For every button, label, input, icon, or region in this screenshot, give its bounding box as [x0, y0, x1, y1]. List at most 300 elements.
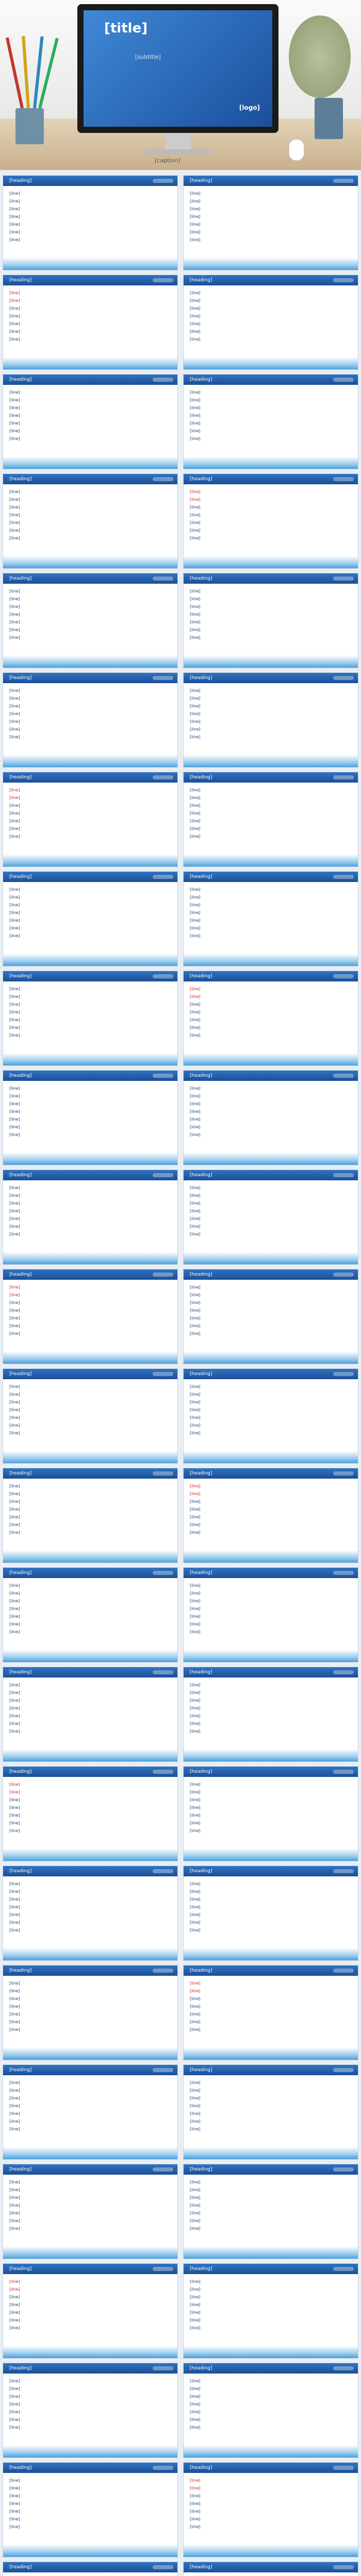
slide-wave [184, 954, 358, 966]
slide-body [184, 1180, 358, 1243]
slide-line: [line] [190, 2119, 201, 2124]
slide-line: [line] [9, 2004, 20, 2009]
slide-11 [3, 672, 178, 768]
slide-line: [line] [9, 2318, 20, 2323]
slide-body [184, 1777, 358, 1839]
slide-line: [line] [190, 1010, 201, 1014]
slide-header: [heading] [184, 1767, 358, 1777]
slide-line: [line] [9, 2020, 20, 2024]
slide-24 [183, 1269, 358, 1364]
slide-wave [184, 1550, 358, 1563]
slide-line: [line] [190, 1530, 201, 1535]
slide-line: [line] [190, 1002, 201, 1007]
slide-body [3, 783, 177, 845]
slide-line: [line] [190, 2410, 201, 2414]
slide-header: [heading] [184, 1667, 358, 1677]
slide-line: [line] [9, 1400, 20, 1404]
slide-line: [line] [9, 520, 20, 525]
slide-line: [line] [9, 1018, 20, 1022]
slide-line: [line] [190, 604, 201, 609]
slide-header: [heading] [184, 673, 358, 683]
slide-line: [line] [9, 199, 20, 204]
slide-line: [line] [190, 314, 201, 318]
cover-caption: [caption] [155, 157, 180, 164]
slide-32 [183, 1667, 358, 1762]
slide-43 [3, 2263, 178, 2359]
slide-line: [line] [190, 398, 201, 402]
slide-line: [line] [9, 1010, 20, 1014]
slide-line: [line] [9, 1408, 20, 1412]
slide-line: [line] [190, 1683, 201, 1687]
slide-line: [line] [9, 704, 20, 708]
slide-line: [line] [190, 910, 201, 915]
slide-line: [line] [190, 819, 201, 823]
slide-line: [line] [9, 2501, 20, 2506]
slide-body [3, 2572, 177, 2576]
slide-line: [line] [9, 2386, 20, 2391]
slide-line: [line] [190, 1316, 201, 1320]
slide-line: [line] [190, 337, 201, 342]
slide-line: [line] [9, 2211, 20, 2215]
cover-image [0, 0, 361, 170]
slide-wave [3, 1053, 177, 1065]
slide-line: [line] [190, 1782, 201, 1787]
slide-body [3, 2374, 177, 2436]
slide-header: [heading] [3, 2065, 177, 2075]
slide-line: [line] [190, 214, 201, 219]
slide-line: [line] [190, 926, 201, 930]
slide-line: [line] [190, 1025, 201, 1030]
slide-line: [line] [9, 1530, 20, 1535]
slide-line: [line] [9, 1431, 20, 1435]
slide-line: [line] [9, 405, 20, 410]
slide-line: [line] [9, 2180, 20, 2184]
slide-line: [line] [9, 390, 20, 395]
slide-body [3, 186, 177, 248]
slide-line: [line] [190, 1790, 201, 1794]
slide-28 [183, 1468, 358, 1563]
slide-line: [line] [9, 628, 20, 632]
slide-line: [line] [9, 2295, 20, 2299]
slide-line: [line] [190, 1232, 201, 1236]
slide-line: [line] [190, 1400, 201, 1404]
slide-body [3, 1976, 177, 2038]
slide-20 [183, 1070, 358, 1165]
slide-line: [line] [190, 1209, 201, 1213]
slide-line: [line] [9, 926, 20, 930]
slide-line: [line] [190, 222, 201, 227]
slide-wave [184, 2246, 358, 2259]
cover-subtitle: [subtitle] [135, 54, 161, 60]
slide-line: [line] [190, 489, 201, 494]
slide-line: [line] [9, 230, 20, 234]
slide-line: [line] [190, 2027, 201, 2032]
slide-line: [line] [9, 1101, 20, 1106]
slide-line: [line] [9, 826, 20, 831]
slide-line: [line] [9, 1232, 20, 1236]
slide-line: [line] [9, 2218, 20, 2223]
slide-line: [line] [9, 2096, 20, 2100]
slide-41 [3, 2164, 178, 2259]
slide-line: [line] [190, 1086, 201, 1091]
slide-14 [183, 772, 358, 867]
slide-line: [line] [9, 2188, 20, 2192]
slide-line: [line] [190, 2012, 201, 2016]
slide-header: [heading] [3, 2264, 177, 2274]
slide-line: [line] [190, 1882, 201, 1886]
slide-header: [heading] [3, 772, 177, 783]
slide-line: [line] [9, 2425, 20, 2430]
slide-31 [3, 1667, 178, 1762]
slide-line: [line] [190, 207, 201, 211]
slide-line: [line] [190, 1185, 201, 1190]
slide-header: [heading] [3, 971, 177, 981]
slide-line: [line] [9, 1415, 20, 1420]
slide-body [184, 385, 358, 447]
monitor-screen [84, 10, 272, 127]
slide-line: [line] [9, 903, 20, 907]
slide-line: [line] [190, 1706, 201, 1710]
slide-wave [3, 755, 177, 767]
slide-line: [line] [190, 2318, 201, 2323]
slide-line: [line] [9, 2494, 20, 2498]
slide-2 [183, 175, 358, 270]
slide-line: [line] [9, 1882, 20, 1886]
slide-line: [line] [9, 711, 20, 716]
slide-line: [line] [190, 2386, 201, 2391]
slide-wave [184, 1650, 358, 1662]
slide-line: [line] [9, 1132, 20, 1137]
slide-header: [heading] [3, 2463, 177, 2473]
slide-line: [line] [9, 1507, 20, 1512]
slide-wave [184, 258, 358, 270]
slide-36 [183, 1866, 358, 1961]
slide-line: [line] [190, 1813, 201, 1818]
slide-line: [line] [9, 819, 20, 823]
slide-line: [line] [9, 413, 20, 418]
slide-header: [heading] [3, 2164, 177, 2175]
slide-line: [line] [190, 2211, 201, 2215]
slide-line: [line] [190, 1392, 201, 1397]
slide-line: [line] [9, 1522, 20, 1527]
slide-line: [line] [9, 1094, 20, 1098]
slide-line: [line] [190, 2127, 201, 2131]
slide-line: [line] [9, 1125, 20, 1129]
slide-line: [line] [190, 895, 201, 900]
slide-line: [line] [190, 2295, 201, 2299]
slide-wave [184, 2545, 358, 2557]
slide-line: [line] [9, 887, 20, 892]
slide-header: [heading] [184, 2065, 358, 2075]
slide-body [184, 882, 358, 944]
slide-body [3, 285, 177, 348]
slide-line: [line] [190, 1614, 201, 1619]
slide-header: [heading] [3, 2363, 177, 2374]
slide-line: [line] [190, 1415, 201, 1420]
slide-line: [line] [9, 2279, 20, 2284]
slide-50 [183, 2562, 358, 2576]
slide-header: [heading] [184, 1468, 358, 1479]
slide-line: [line] [190, 2218, 201, 2223]
slide-line: [line] [190, 1606, 201, 1611]
slide-header: [heading] [3, 176, 177, 186]
slide-7 [3, 473, 178, 569]
slide-wave [3, 1351, 177, 1364]
slide-line: [line] [9, 1002, 20, 1007]
slide-line: [line] [190, 306, 201, 311]
slide-line: [line] [190, 688, 201, 693]
slide-line: [line] [190, 1690, 201, 1695]
slide-line: [line] [190, 934, 201, 938]
slide-line: [line] [9, 1729, 20, 1734]
slide-line: [line] [190, 1599, 201, 1603]
slide-line: [line] [9, 1821, 20, 1825]
slide-line: [line] [190, 1522, 201, 1527]
slide-line: [line] [190, 1996, 201, 2001]
slide-line: [line] [190, 1630, 201, 1634]
slide-body [3, 584, 177, 646]
cover-logo: [logo] [239, 104, 260, 111]
slide-3 [3, 275, 178, 370]
slide-body [3, 1280, 177, 1342]
slide-header: [heading] [3, 1170, 177, 1180]
slide-line: [line] [9, 238, 20, 242]
slide-wave [184, 1053, 358, 1065]
slide-line: [line] [9, 1285, 20, 1290]
slide-line: [line] [190, 1828, 201, 1833]
plant-icon [289, 15, 351, 98]
slide-line: [line] [190, 811, 201, 816]
slide-wave [184, 2147, 358, 2159]
slide-line: [line] [190, 199, 201, 204]
slide-line: [line] [9, 612, 20, 617]
slide-line: [line] [190, 887, 201, 892]
slide-header: [heading] [184, 2363, 358, 2374]
slide-13 [3, 772, 178, 867]
slide-line: [line] [190, 2486, 201, 2490]
slide-line: [line] [190, 2195, 201, 2200]
slide-line: [line] [190, 2020, 201, 2024]
slide-line: [line] [9, 635, 20, 640]
slide-line: [line] [190, 291, 201, 295]
monitor [77, 4, 278, 133]
slide-line: [line] [9, 1981, 20, 1986]
slide-line: [line] [9, 222, 20, 227]
slide-wave [184, 556, 358, 568]
slide-wave [184, 755, 358, 767]
slide-line: [line] [190, 1622, 201, 1626]
slide-8 [183, 473, 358, 569]
slide-line: [line] [9, 1224, 20, 1229]
slide-body [184, 2075, 358, 2138]
slide-line: [line] [190, 1905, 201, 1909]
slide-line: [line] [9, 1805, 20, 1810]
slide-line: [line] [9, 298, 20, 303]
slide-body [3, 385, 177, 447]
slide-line: [line] [190, 1805, 201, 1810]
slide-line: [line] [9, 1484, 20, 1488]
slide-1 [3, 175, 178, 270]
slide-wave [3, 655, 177, 668]
slide-line: [line] [190, 1018, 201, 1022]
slide-wave [3, 2346, 177, 2358]
slide-wave [184, 357, 358, 369]
slide-line: [line] [190, 405, 201, 410]
slide-body [3, 1876, 177, 1939]
cup-icon [15, 108, 44, 144]
slide-line: [line] [9, 1331, 20, 1336]
slide-header: [heading] [184, 474, 358, 484]
slide-line: [line] [9, 1033, 20, 1038]
slide-line: [line] [9, 1714, 20, 1718]
slide-wave [184, 2047, 358, 2060]
slide-line: [line] [9, 2302, 20, 2307]
slide-line: [line] [9, 1515, 20, 1519]
slide-body [3, 1677, 177, 1740]
slide-line: [line] [190, 1515, 201, 1519]
slide-line: [line] [190, 329, 201, 334]
slide-line: [line] [190, 2501, 201, 2506]
monitor-stand [165, 133, 191, 149]
slide-line: [line] [190, 597, 201, 601]
slide-line: [line] [190, 628, 201, 632]
slide-18 [183, 971, 358, 1066]
slide-body [184, 1280, 358, 1342]
slide-line: [line] [190, 2287, 201, 2292]
slide-body [184, 783, 358, 845]
slide-line: [line] [9, 604, 20, 609]
slide-line: [line] [9, 1086, 20, 1091]
slide-line: [line] [9, 1316, 20, 1320]
slide-line: [line] [9, 1622, 20, 1626]
slide-line: [line] [190, 505, 201, 510]
slide-line: [line] [190, 2302, 201, 2307]
slide-line: [line] [9, 1614, 20, 1619]
slide-line: [line] [190, 536, 201, 540]
slide-line: [line] [9, 1591, 20, 1596]
slide-line: [line] [9, 1912, 20, 1917]
slide-body [3, 1180, 177, 1243]
slide-line: [line] [9, 337, 20, 342]
slide-line: [line] [190, 2379, 201, 2383]
slide-line: [line] [190, 1109, 201, 1114]
slide-line: [line] [9, 1813, 20, 1818]
slide-line: [line] [9, 803, 20, 808]
slide-line: [line] [9, 1706, 20, 1710]
slide-line: [line] [190, 1201, 201, 1206]
slide-header: [heading] [184, 2164, 358, 2175]
slide-line: [line] [190, 436, 201, 441]
slide-line: [line] [9, 2379, 20, 2383]
slide-38 [183, 1965, 358, 2060]
slide-wave [3, 556, 177, 568]
slide-line: [line] [190, 994, 201, 999]
slide-line: [line] [190, 2524, 201, 2529]
slide-line: [line] [190, 1101, 201, 1106]
slide-header: [heading] [184, 176, 358, 186]
slide-line: [line] [9, 1798, 20, 1802]
slide-line: [line] [9, 421, 20, 426]
slide-line: [line] [190, 1293, 201, 1297]
slide-line: [line] [190, 1484, 201, 1488]
slide-line: [line] [190, 413, 201, 418]
slide-42 [183, 2164, 358, 2259]
slide-line: [line] [9, 1889, 20, 1894]
slide-line: [line] [9, 1928, 20, 1933]
slide-header: [heading] [3, 872, 177, 882]
slide-body [184, 2473, 358, 2535]
slide-line: [line] [9, 2486, 20, 2490]
slide-line: [line] [190, 1591, 201, 1596]
slide-line: [line] [9, 314, 20, 318]
slide-header: [heading] [184, 573, 358, 584]
slide-30 [183, 1567, 358, 1663]
slide-line: [line] [9, 2203, 20, 2208]
slide-body [3, 2175, 177, 2237]
slide-wave [184, 1849, 358, 1861]
slide-line: [line] [9, 719, 20, 724]
slide-line: [line] [9, 2088, 20, 2093]
slide-line: [line] [9, 2326, 20, 2330]
slide-line: [line] [9, 795, 20, 800]
slide-body [184, 2374, 358, 2436]
slide-49 [3, 2562, 178, 2576]
slide-line: [line] [190, 2326, 201, 2330]
slide-48 [183, 2462, 358, 2557]
slide-body [3, 484, 177, 547]
slide-line: [line] [9, 1606, 20, 1611]
slide-line: [line] [190, 1897, 201, 1902]
slide-line: [line] [190, 620, 201, 624]
slide-line: [line] [190, 918, 201, 923]
slide-wave [3, 1650, 177, 1662]
slide-line: [line] [9, 1193, 20, 1198]
slide-line: [line] [190, 1033, 201, 1038]
slide-line: [line] [9, 910, 20, 915]
slide-line: [line] [190, 528, 201, 533]
slide-line: [line] [9, 2119, 20, 2124]
slide-line: [line] [9, 994, 20, 999]
slide-line: [line] [9, 895, 20, 900]
slide-wave [184, 2445, 358, 2458]
slide-header: [heading] [184, 2264, 358, 2274]
slide-line: [line] [9, 2226, 20, 2231]
slide-line: [line] [9, 1492, 20, 1496]
slide-line: [line] [9, 2195, 20, 2200]
slide-line: [line] [190, 1583, 201, 1588]
slide-line: [line] [9, 2410, 20, 2414]
slide-body [184, 981, 358, 1044]
slide-line: [line] [190, 826, 201, 831]
slide-line: [line] [9, 398, 20, 402]
slide-line: [line] [190, 834, 201, 839]
slide-line: [line] [190, 1384, 201, 1389]
slide-line: [line] [9, 735, 20, 739]
slide-line: [line] [9, 214, 20, 219]
slide-line: [line] [9, 589, 20, 594]
slide-line: [line] [9, 1499, 20, 1504]
slide-37 [3, 1965, 178, 2060]
slide-line: [line] [190, 1224, 201, 1229]
slide-line: [line] [9, 191, 20, 196]
slide-line: [line] [9, 1216, 20, 1221]
slide-46 [183, 2363, 358, 2458]
slide-body [184, 1876, 358, 1939]
slide-line: [line] [9, 1209, 20, 1213]
slide-line: [line] [9, 1828, 20, 1833]
slide-header: [heading] [3, 1568, 177, 1578]
slide-line: [line] [9, 489, 20, 494]
